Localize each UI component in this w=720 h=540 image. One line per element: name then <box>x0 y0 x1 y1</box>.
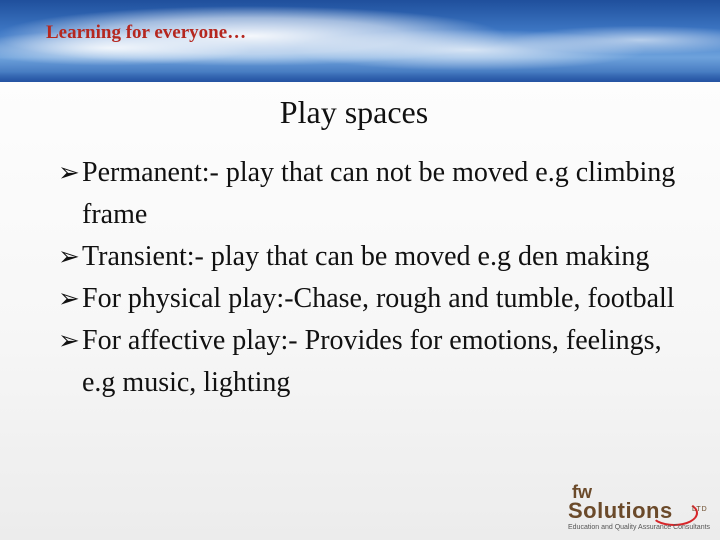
arrow-bullet-icon: ➢ <box>58 158 80 187</box>
arrow-bullet-icon: ➢ <box>58 326 80 355</box>
bullet-item <box>60 236 690 278</box>
logo-solutions-text: Solutions <box>568 498 673 523</box>
slide-title: Play spaces <box>279 94 429 130</box>
arrow-bullet-icon: ➢ <box>58 242 80 271</box>
header-banner <box>0 0 720 82</box>
tagline: Learning for everyone… <box>46 22 247 43</box>
company-logo <box>566 484 716 538</box>
bullet-list <box>60 152 690 404</box>
bullet-item <box>60 278 690 320</box>
bullet-item <box>60 320 690 404</box>
bullet-text: For physical play:-Chase, rough and tumble, football <box>82 283 675 314</box>
logo-tagline: Education and Quality Assurance Consultants <box>568 524 711 531</box>
bullet-item <box>60 152 690 236</box>
bullet-text: Transient:- play that can be moved e.g den making <box>82 241 650 272</box>
bullet-text: Permanent:- play that can not be moved e.g climbing frame <box>82 157 676 230</box>
bullet-text: For affective play:- Provides for emotions, feelings, e.g music, lighting <box>82 325 662 398</box>
logo-fw-text: fw <box>572 482 592 502</box>
logo-ltd-text: LTD <box>692 506 708 513</box>
arrow-bullet-icon: ➢ <box>58 284 80 313</box>
logo-swoosh-icon <box>650 500 698 526</box>
